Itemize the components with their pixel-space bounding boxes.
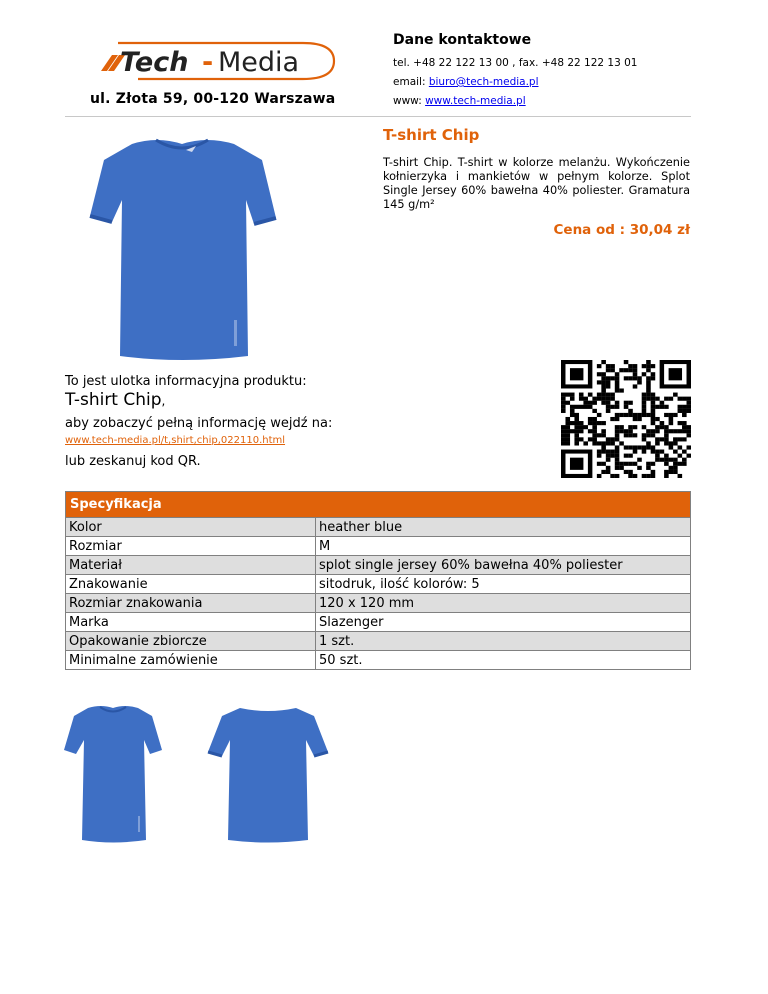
spec-label: Materiał <box>66 556 316 575</box>
contact-title: Dane kontaktowe <box>393 32 532 48</box>
email-link[interactable]: biuro@tech-media.pl <box>428 76 539 88</box>
spec-table <box>65 491 691 670</box>
info-intro: To jest ulotka informacyjna produktu: <box>65 374 307 389</box>
table-row <box>66 575 691 594</box>
info-product-name-comma: , <box>161 394 166 408</box>
product-description: T-shirt Chip. T-shirt w kolorze melanżu. Wykończenie kołnierzyka i mankietów w pełnym kolorze. Splot Single Jersey 60% bawełna 40% poliester. Gramatura 145 g/m² <box>383 156 690 211</box>
tshirt-front-thumbnail[interactable] <box>62 704 164 844</box>
info-product-name <box>65 390 165 410</box>
table-row <box>66 651 691 670</box>
header-divider <box>65 116 691 117</box>
spec-header: Specyfikacja <box>66 492 691 518</box>
table-row <box>66 632 691 651</box>
spec-label: Opakowanie zbiorcze <box>66 632 316 651</box>
spec-value: sitodruk, ilość kolorów: 5 <box>316 575 691 594</box>
logo-dash: - <box>202 47 214 78</box>
tshirt-back-thumbnail[interactable] <box>206 704 330 844</box>
product-price: Cena od : 30,04 zł <box>553 222 690 238</box>
spec-label: Rozmiar <box>66 537 316 556</box>
tech-media-logo <box>98 38 336 84</box>
table-row <box>66 613 691 632</box>
table-row <box>66 556 691 575</box>
spec-value: Slazenger <box>316 613 691 632</box>
logo-word-tech: Tech <box>120 47 189 78</box>
spec-value: heather blue <box>316 518 691 537</box>
contact-www-row <box>393 95 526 107</box>
product-page-link[interactable]: www.tech-media.pl/t,shirt,chip,022110.html <box>65 435 286 446</box>
spec-value: M <box>316 537 691 556</box>
spec-value: 1 szt. <box>316 632 691 651</box>
spec-label: Minimalne zamówienie <box>66 651 316 670</box>
email-label: email: <box>393 76 429 88</box>
tshirt-front-image <box>62 130 302 362</box>
spec-value: 50 szt. <box>316 651 691 670</box>
contact-email-row <box>393 76 539 88</box>
www-link[interactable]: www.tech-media.pl <box>425 95 526 107</box>
spec-label: Rozmiar znakowania <box>66 594 316 613</box>
info-qr-text: lub zeskanuj kod QR. <box>65 454 201 469</box>
spec-value: 120 x 120 mm <box>316 594 691 613</box>
info-more-text: aby zobaczyć pełną informację wejdź na: <box>65 416 333 431</box>
qr-code[interactable] <box>561 360 691 478</box>
spec-label: Kolor <box>66 518 316 537</box>
contact-phones: tel. +48 22 122 13 00 , fax. +48 22 122 13 01 <box>393 57 638 69</box>
spec-value: splot single jersey 60% bawełna 40% poliester <box>316 556 691 575</box>
www-label: www: <box>393 95 426 107</box>
spec-label: Marka <box>66 613 316 632</box>
logo-word-media: Media <box>218 47 300 78</box>
info-product-name-text: T-shirt Chip <box>65 390 162 410</box>
product-title: T-shirt Chip <box>383 126 480 144</box>
table-row <box>66 537 691 556</box>
table-row <box>66 518 691 537</box>
company-address: ul. Złota 59, 00-120 Warszawa <box>90 91 336 107</box>
spec-label: Znakowanie <box>66 575 316 594</box>
table-row <box>66 594 691 613</box>
